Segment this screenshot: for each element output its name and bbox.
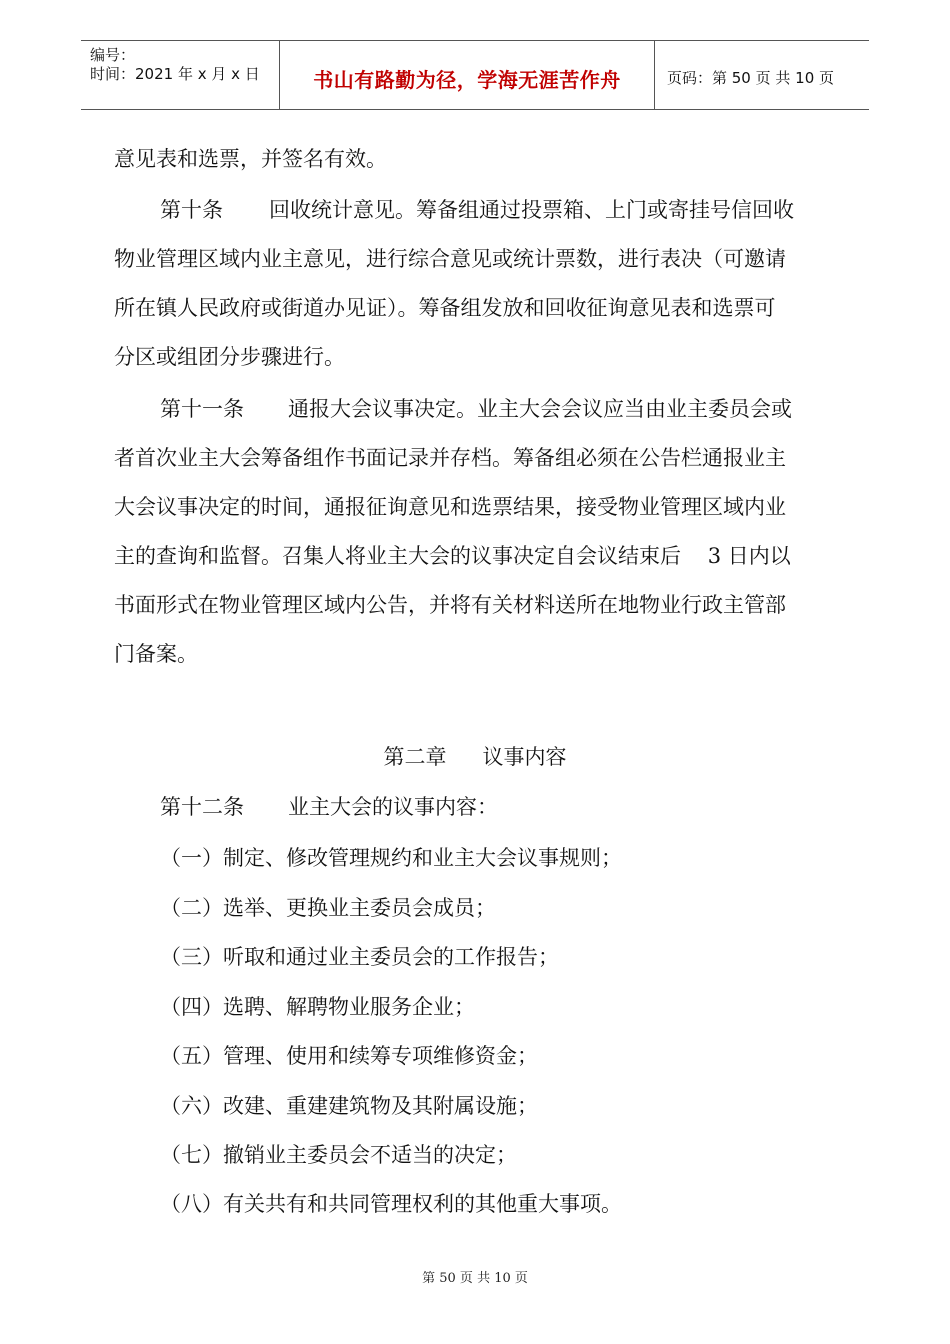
paragraph-line: 书面形式在物业管理区域内公告，并将有关材料送所在地物业行政主管部 xyxy=(114,593,786,617)
list-item: （六）改建、重建建筑物及其附属设施； xyxy=(160,1094,538,1118)
paragraph-line: 所在镇人民政府或街道办见证）。筹备组发放和回收征询意见表和选票可 xyxy=(114,296,776,320)
list-item: （四）选聘、解聘物业服务企业； xyxy=(160,995,475,1019)
article-11-text: 通报大会议事决定。业主大会会议应当由业主委员会或 xyxy=(288,397,792,421)
paragraph-line: 大会议事决定的时间，通报征询意见和选票结果，接受物业管理区域内业 xyxy=(114,495,786,519)
document-number-label: 编号： xyxy=(90,46,136,64)
list-item: （五）管理、使用和续筹专项维修资金； xyxy=(160,1044,538,1068)
document-date-label: 时间：2021 年 x 月 x 日 xyxy=(90,65,260,83)
article-12-text: 业主大会的议事内容： xyxy=(288,795,498,819)
header-page-cell xyxy=(655,41,869,109)
article-11-label: 第十一条 xyxy=(160,397,244,421)
paragraph-line: 物业管理区域内业主意见，进行综合意见或统计票数，进行表决（可邀请 xyxy=(114,247,786,271)
paragraph-line: 分区或组团分步骤进行。 xyxy=(114,345,345,369)
paragraph-line: 者首次业主大会筹备组作书面记录并存档。筹备组必须在公告栏通报业主 xyxy=(114,446,786,470)
article-12-label: 第十二条 xyxy=(160,795,244,819)
header-motto-cell xyxy=(280,41,655,109)
list-item: （三）听取和通过业主委员会的工作报告； xyxy=(160,945,559,969)
article-10-text: 回收统计意见。筹备组通过投票箱、上门或寄挂号信回收 xyxy=(269,198,794,222)
page-footer: 第 50 页 共 10 页 xyxy=(422,1271,528,1286)
article-11-line xyxy=(160,397,792,421)
header-page-code: 页码：第 50 页 共 10 页 xyxy=(667,69,835,87)
chapter-title: 议事内容 xyxy=(482,745,567,769)
paragraph-line: 意见表和选票，并签名有效。 xyxy=(114,147,387,171)
header-meta-cell xyxy=(81,41,280,109)
article-12-line xyxy=(160,795,498,819)
list-item: （二）选举、更换业主委员会成员； xyxy=(160,896,496,920)
chapter-heading xyxy=(0,745,950,769)
page-header xyxy=(81,40,869,110)
header-motto: 书山有路勤为径，学海无涯苦作舟 xyxy=(313,68,621,92)
list-item: （一）制定、修改管理规约和业主大会议事规则； xyxy=(160,846,622,870)
paragraph-line: 主的查询和监督。召集人将业主大会的议事决定自会议结束后 3 日内以 xyxy=(114,544,791,568)
list-item: （七）撤销业主委员会不适当的决定； xyxy=(160,1143,517,1167)
list-item: （八）有关共有和共同管理权利的其他重大事项。 xyxy=(160,1192,622,1216)
paragraph-line: 门备案。 xyxy=(114,642,198,666)
article-10-line xyxy=(160,198,794,222)
article-10-label: 第十条 xyxy=(160,198,223,222)
chapter-number: 第二章 xyxy=(383,745,447,769)
